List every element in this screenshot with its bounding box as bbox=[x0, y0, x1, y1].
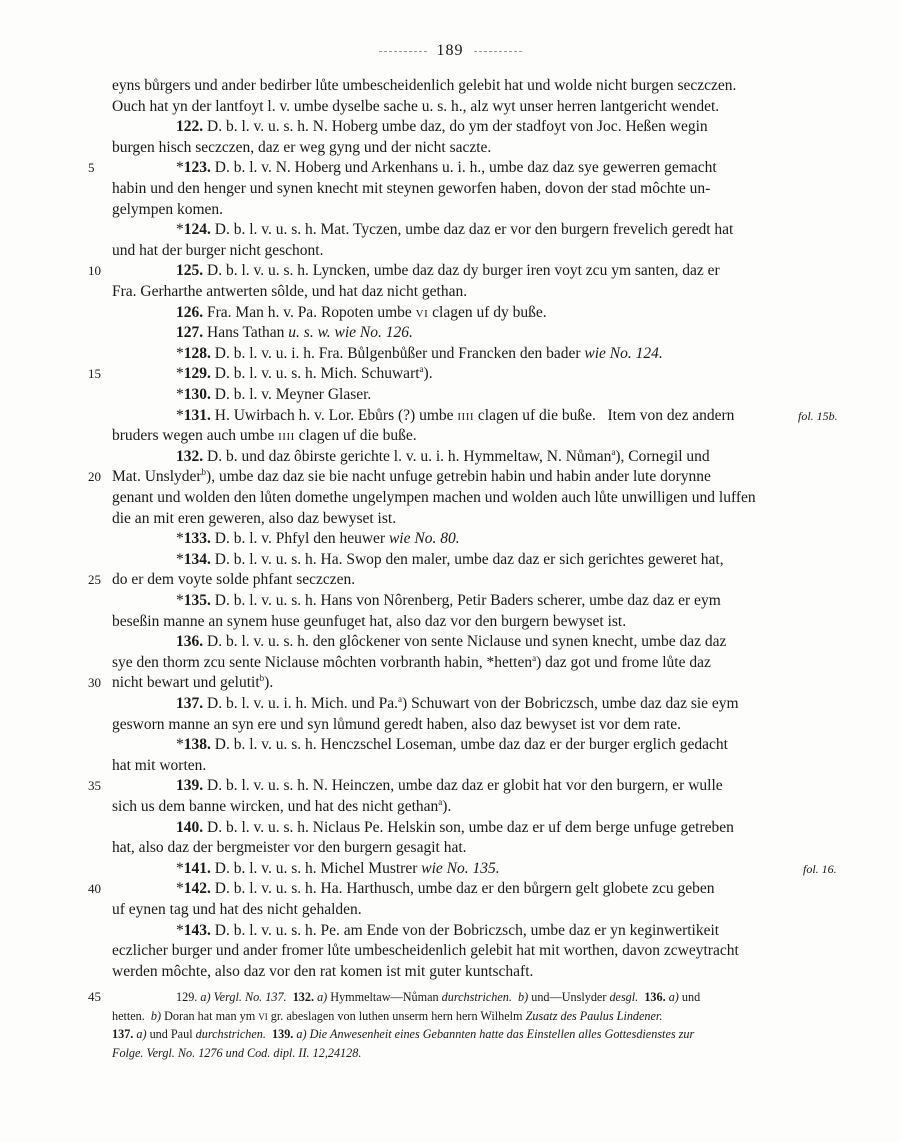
text-line: *143. D. b. l. v. u. s. h. Pe. am Ende von der Bobriczsch, umbe daz er yn keginwertikeit bbox=[176, 921, 720, 939]
text-line: *134. D. b. l. v. u. s. h. Ha. Swop den maler, umbe daz daz er sich gerichtes geweret hat, bbox=[176, 550, 724, 568]
text-line: 136. D. b. l. v. u. s. h. den glôckener von sente Niclause und synen knecht, umbe daz daz bbox=[176, 633, 727, 651]
text-line: 125. D. b. l. v. u. s. h. Lyncken, umbe daz daz dy burger iren voyt zcu ym santen, daz er bbox=[176, 262, 720, 280]
text-line: *138. D. b. l. v. u. s. h. Henczschel Loseman, umbe daz daz er der burger erglich gedacht bbox=[176, 736, 728, 754]
text-line: *141. D. b. l. v. u. s. h. Michel Mustrer wie No. 135. bbox=[176, 859, 500, 877]
text-line: *142. D. b. l. v. u. s. h. Ha. Harthusch, umbe daz er den bůrgern gelt globete zcu geben bbox=[176, 880, 715, 898]
text-line: *131. H. Uwirbach h. v. Lor. Ebůrs (?) umbe IIII clagen uf die buße. Item von dez andern bbox=[176, 406, 735, 424]
line-number: 25 bbox=[88, 572, 101, 588]
text-line: hat, also daz der bergmeister vor den burgern gesagit hat. bbox=[112, 839, 467, 857]
text-line: 137. D. b. l. v. u. i. h. Mich. und Pa.$^a$) Schuwart von der Bobriczsch, umbe daz daz sie eym bbox=[176, 693, 739, 712]
text-line: eyns bůrgers und ander bedirber lůte umbescheidenlich gelebit hat und wolde nicht burgen seczczen. bbox=[112, 77, 737, 94]
text-line: 132. D. b. und daz ôbirste gerichte l. v. u. i. h. Hymmeltaw, N. Nůman$^a$), Cornegil und bbox=[176, 446, 710, 465]
footnote-line: 129. a) Vergl. No. 137. 132. a) Hymmeltaw—Nůman durchstrichen. b) und—Unslyder desgl. 136. a) und bbox=[176, 990, 701, 1004]
text-line: *129. D. b. l. v. u. s. h. Mich. Schuwart$^a$). bbox=[176, 364, 433, 383]
text-line: genant und wolden den lůten domethe ungelympen machen und wolden auch lůte unwilligen und luffen bbox=[112, 489, 756, 506]
line-number: 5 bbox=[88, 160, 95, 176]
folio-margin-note: fol. 16. bbox=[803, 861, 837, 876]
text-line: *128. D. b. l. v. u. i. h. Fra. Bůlgenbůßer und Francken den bader wie No. 124. bbox=[176, 344, 663, 362]
text-line: werden môchte, also daz vor den rat komen ist mit guter kuntschaft. bbox=[112, 962, 534, 980]
line-number: 45 bbox=[88, 989, 101, 1004]
line-number: 10 bbox=[88, 263, 101, 279]
line-number: 20 bbox=[88, 469, 101, 485]
text-line: sye den thorm zcu sente Niclause môchten vorbranth habin, *hetten$^a$) daz got und frome lůte daz bbox=[112, 652, 711, 671]
line-number: 35 bbox=[88, 778, 101, 794]
text-line: *133. D. b. l. v. Phfyl den heuwer wie No. 80. bbox=[176, 530, 460, 548]
footnote-line: Folge. Vergl. No. 1276 und Cod. dipl. II. 12,24128. bbox=[112, 1045, 362, 1060]
text-line: 139. D. b. l. v. u. s. h. N. Heinczen, umbe daz daz er globit hat vor den burgern, er wulle bbox=[176, 777, 723, 795]
line-number: 40 bbox=[88, 881, 101, 897]
page-header bbox=[0, 42, 900, 60]
footnote-line: 137. a) und Paul durchstrichen. 139. a) Die Anwesenheit eines Gebannten hatte das Einstellen alles Gottesdienstes zur bbox=[112, 1027, 695, 1041]
text-line: *130. D. b. l. v. Meyner Glaser. bbox=[176, 386, 372, 403]
text-line: habin und den henger und synen knecht mit steynen geworfen haben, dovon der stad môchte un- bbox=[112, 180, 711, 197]
text-line: Mat. Unslyder$^b$), umbe daz daz sie bie nacht unfuge getrebin habin und habin ander lute dorynne bbox=[112, 467, 711, 486]
footnote-line: hetten. b) Doran hat man ym VI gr. abeslagen von luthen unserm hern hern Wilhelm Zusatz des Paulus Lindener. bbox=[112, 1008, 663, 1023]
text-line: eczlicher burger und ander fromer lůte umbescheidenlich gelebit hat mit worthen, davon zcweytracht bbox=[112, 942, 739, 960]
text-line: sich us dem banne wircken, und hat des nicht gethan$^a$). bbox=[112, 796, 452, 815]
text-line: beseßin manne an synem huse geunfuget hat, also daz vor den burgern bewyset ist. bbox=[112, 612, 627, 630]
text-line: burgen hisch seczczen, daz er weg gyng und der nicht saczte. bbox=[112, 138, 492, 156]
header-rule-right bbox=[474, 51, 522, 52]
text-line: *124. D. b. l. v. u. s. h. Mat. Tyczen, umbe daz daz er vor den burgern frevelich geredt hat bbox=[176, 221, 734, 239]
text-line: *123. D. b. l. v. N. Hoberg und Arkenhans u. i. h., umbe daz daz sye gewerren gemacht bbox=[176, 159, 717, 177]
text-line: *135. D. b. l. v. u. s. h. Hans von Nôrenberg, Petir Baders scherer, umbe daz daz er eym bbox=[176, 592, 721, 609]
header-rule-left bbox=[379, 51, 427, 52]
text-line: Fra. Gerharthe antwerten sôlde, und hat daz nicht gethan. bbox=[112, 283, 468, 300]
line-number: 30 bbox=[88, 675, 101, 691]
text-line: die an mit eren geweren, also daz bewyset ist. bbox=[112, 509, 397, 527]
text-line: 126. Fra. Man h. v. Pa. Ropoten umbe VI clagen uf dy buße. bbox=[176, 303, 547, 321]
text-line: bruders wegen auch umbe IIII clagen uf die buße. bbox=[112, 427, 417, 445]
text-line: Ouch hat yn der lantfoyt l. v. umbe dyselbe sache u. s. h., alz wyt unser herren lantgericht wendet. bbox=[112, 97, 720, 115]
text-line: hat mit worten. bbox=[112, 756, 207, 774]
text-line: do er dem voyte solde phfant seczczen. bbox=[112, 571, 356, 589]
text-line: gelympen komen. bbox=[112, 200, 224, 218]
text-line: 140. D. b. l. v. u. s. h. Niclaus Pe. Helskin son, umbe daz er uf dem berge unfuge getreben bbox=[176, 818, 734, 836]
text-line: 122. D. b. l. v. u. s. h. N. Hoberg umbe daz, do ym der stadfoyt von Joc. Heßen wegin bbox=[176, 118, 708, 136]
text-line: und hat der burger nicht geschont. bbox=[112, 241, 324, 259]
page-number: 189 bbox=[436, 42, 464, 59]
text-line: uf eynen tag und hat des nicht gehalden. bbox=[112, 901, 362, 918]
line-number: 15 bbox=[88, 366, 101, 382]
folio-margin-note: fol. 15b. bbox=[798, 408, 838, 423]
text-line: gesworn manne an syn ere und syn lůmund geredt haben, also daz bewyset ist vor dem rate. bbox=[112, 715, 682, 733]
text-line: nicht bewart und gelutit$^b$). bbox=[112, 673, 274, 692]
text-line: 127. Hans Tathan u. s. w. wie No. 126. bbox=[176, 324, 413, 342]
